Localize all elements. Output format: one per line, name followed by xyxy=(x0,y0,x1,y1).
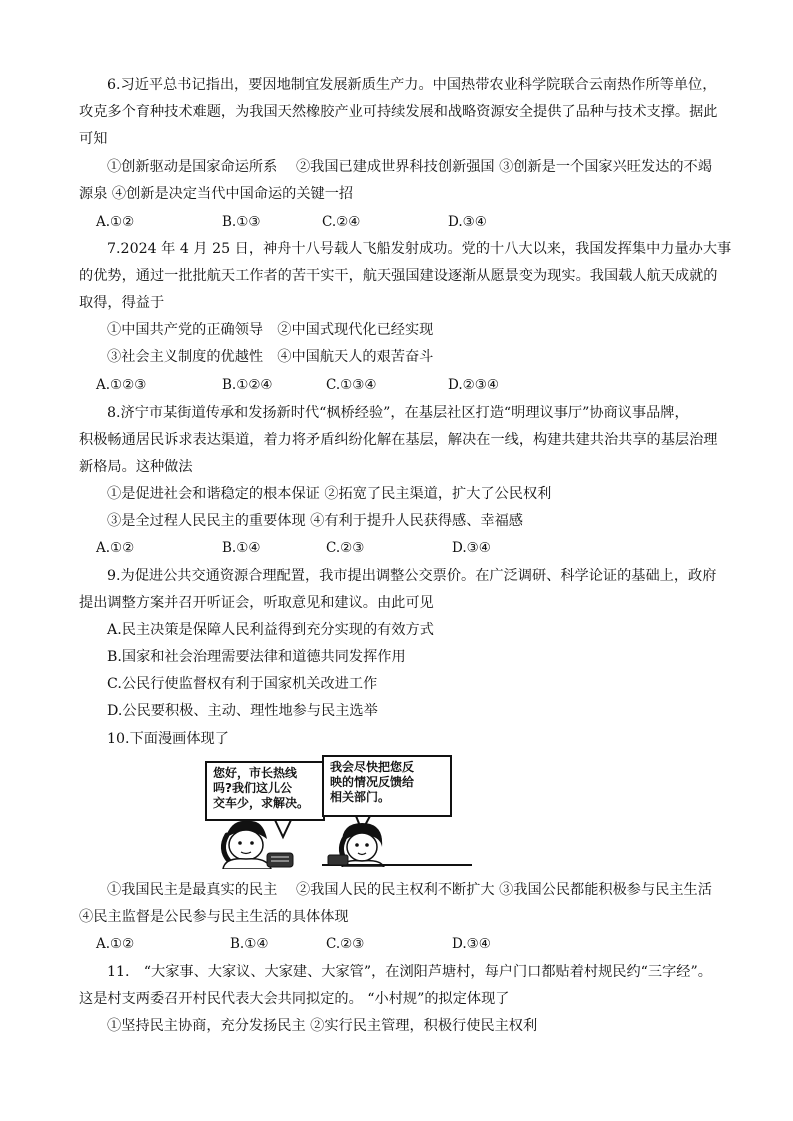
comic-operator-speech-bubble: 我会尽快把您反 映的情况反馈给 相关部门。 xyxy=(322,755,452,817)
q8-statements-line-1: ①是促进社会和谐稳定的根本保证 ②拓宽了民主渠道，扩大了公民权利 xyxy=(107,486,552,502)
comic-right-panel xyxy=(322,755,472,867)
q10-choice-d: D.③④ xyxy=(452,936,491,952)
q7-statements-line-2: ③社会主义制度的优越性 ④中国航天人的艰苦奋斗 xyxy=(107,349,434,365)
q9-option-a: A.民主决策是保障人民利益得到充分实现的有效方式 xyxy=(107,622,434,638)
q8-stem-line-2: 积极畅通居民诉求表达渠道，着力将矛盾纠纷化解在基层，解决在一线，构建共建共治共享的基层治理 xyxy=(79,432,718,448)
q6-choice-d: D.③④ xyxy=(448,214,487,230)
q8-choice-d: D.③④ xyxy=(452,540,491,556)
q7-statements-line-1: ①中国共产党的正确领导 ②中国式现代化已经实现 xyxy=(107,322,434,338)
q8-statements-line-2: ③是全过程人民民主的重要体现 ④有利于提升人民获得感、幸福感 xyxy=(107,513,523,529)
q9-option-b: B.国家和社会治理需要法律和道德共同发挥作用 xyxy=(107,649,406,665)
q9-option-c: C.公民行使监督权有利于国家机关改进工作 xyxy=(107,676,378,692)
q9-stem-line-2: 提出调整方案并召开听证会，听取意见和建议。由此可见 xyxy=(79,595,434,611)
q8-stem-line-1: 8.济宁市某街道传承和发扬新时代“枫桥经验”，在基层社区打造“明理议事厅”协商议事品牌， xyxy=(107,405,689,421)
q7-choice-b: B.①②④ xyxy=(222,377,273,393)
q7-choice-c: C.①③④ xyxy=(326,377,377,393)
q6-stem-line-1: 6.习近平总书记指出，要因地制宜发展新质生产力。中国热带农业科学院联合云南热作所等单位， xyxy=(107,77,717,93)
q10-statements-line-2: ④民主监督是公民参与民主生活的具体体现 xyxy=(79,909,349,925)
q10-choice-c: C.②③ xyxy=(326,936,365,952)
q6-choice-a: A.①② xyxy=(96,214,135,230)
q8-choice-c: C.②③ xyxy=(326,540,365,556)
q7-stem-line-3: 取得，得益于 xyxy=(79,295,165,311)
q6-statements-line-2: 源泉 ④创新是决定当代中国命运的关键一招 xyxy=(79,186,354,202)
q8-choice-b: B.①④ xyxy=(222,540,261,556)
q6-stem-line-3: 可知 xyxy=(79,131,108,147)
q7-choice-a: A.①②③ xyxy=(96,377,147,393)
q7-stem-line-2: 的优势，通过一批批航天工作者的苦干实干，航天强国建设逐渐从愿景变为现实。我国载人航天成就的 xyxy=(79,268,718,284)
q8-choice-a: A.①② xyxy=(96,540,135,556)
q10-choice-b: B.①④ xyxy=(230,936,269,952)
q7-stem-line-1: 7.2024 年 4 月 25 日，神舟十八号载人飞船发射成功。党的十八大以来，我国发挥集中力量办大事 xyxy=(107,241,732,257)
q9-option-d: D.公民要积极、主动、理性地参与民主选举 xyxy=(107,703,378,719)
q10-choice-a: A.①② xyxy=(96,936,135,952)
q6-choice-c: C.②④ xyxy=(322,214,361,230)
q6-choice-b: B.①③ xyxy=(222,214,261,230)
q11-stem-line-2: 这是村支两委召开村民代表大会共同拟定的。 “小村规”的拟定体现了 xyxy=(79,991,510,1007)
q11-stem-line-1: 11. “大家事、大家议、大家建、大家管”，在浏阳芦塘村，每户门口都贴着村规民约“三字经”。 xyxy=(107,964,712,980)
q10-stem: 10.下面漫画体现了 xyxy=(107,731,229,747)
q7-choice-d: D.②③④ xyxy=(448,377,499,393)
comic-caller-speech-bubble: 您好，市长热线 吗?我们这儿公 交车少，求解决。 xyxy=(205,761,325,821)
q10-statements-line-1: ①我国民主是最真实的民主 ②我国人民的民主权利不断扩大 ③我国公民都能积极参与民主生活 xyxy=(107,882,712,898)
q9-stem-line-1: 9.为促进公共交通资源合理配置，我市提出调整公交票价。在广泛调研、科学论证的基础上，政府 xyxy=(107,568,717,584)
q11-statements-line-1: ①坚持民主协商，充分发扬民主 ②实行民主管理，积极行使民主权利 xyxy=(107,1018,538,1034)
q6-statements-line-1: ①创新驱动是国家命运所系 ②我国已建成世界科技创新强国 ③创新是一个国家兴旺发达的不竭 xyxy=(107,159,712,175)
q6-stem-line-2: 攻克多个育种技术难题，为我国天然橡胶产业可持续发展和战略资源安全提供了品种与技术支撑。据此 xyxy=(79,104,718,120)
q8-stem-line-3: 新格局。这种做法 xyxy=(79,459,193,475)
